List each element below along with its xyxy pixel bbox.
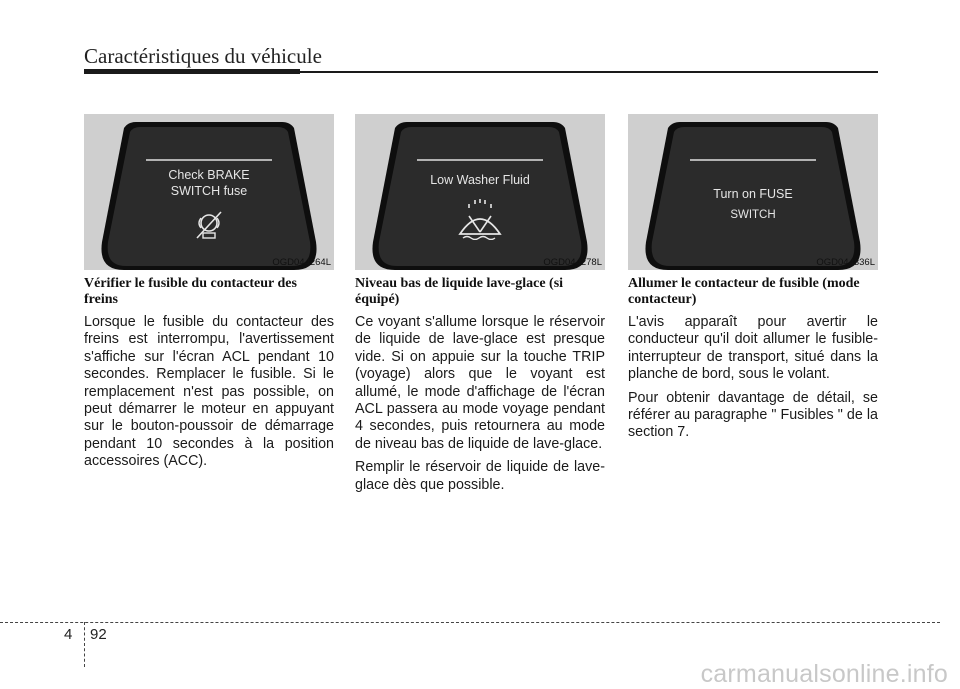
chapter-number: 4 (64, 626, 73, 643)
section-paragraph: L'avis apparaît pour avertir le conducteur qu'il doit allumer le fusible-interrupteur de transport, situé dans la planche de bord, sous le volant. (628, 314, 878, 383)
section-paragraph: Remplir le réservoir de liquide de lave-glace dès que possible. (355, 459, 605, 493)
figure-code: OGD044278L (543, 257, 602, 268)
panel-message-line-1: Low Washer Fluid (430, 173, 530, 187)
lcd-panel-shape (355, 114, 605, 270)
figure-brake-switch-fuse (84, 114, 334, 270)
section-paragraph: Lorsque le fusible du contacteur des freins est interrompu, l'avertissement s'affiche sur l'écran ACL pendant 10 secondes. Remplacer le fusible. Si le remplacement n'est pas possible, on peut démarrer le moteur en appuyant sur le bouton-poussoir de démarrage pendant 10 secondes à la position accessoires (ACC). (84, 314, 334, 470)
panel-message-line-1: Turn on FUSE (713, 187, 793, 201)
figure-fuse-switch (628, 114, 878, 270)
washer-fluid-icon (455, 196, 505, 240)
watermark: carmanualsonline.info (700, 660, 948, 688)
footer-divider (84, 622, 85, 667)
figure-low-washer-fluid (355, 114, 605, 270)
section-title: Vérifier le fusible du contacteur des freins (84, 276, 297, 307)
figure-code: OGD044336L (816, 257, 875, 268)
page-number: 92 (90, 626, 107, 643)
section-brake-switch-fuse (84, 114, 334, 477)
section-fuse-switch (628, 114, 878, 448)
header-rule (84, 71, 878, 73)
section-low-washer-fluid (355, 114, 605, 500)
panel-message-line-1: Check BRAKE (168, 168, 250, 182)
figure-code: OGD044264L (272, 257, 331, 268)
panel-message-line-2: SWITCH (730, 209, 776, 221)
footer-rule (0, 622, 940, 623)
page-header-title: Caractéristiques du véhicule (84, 44, 322, 68)
section-paragraph: Pour obtenir davantage de détail, se référer au paragraphe " Fusibles " de la section 7. (628, 389, 878, 441)
brake-switch-fuse-icon (192, 208, 226, 242)
section-title: Allumer le contacteur de fusible (mode contacteur) (628, 276, 860, 307)
panel-message-line-2: SWITCH fuse (170, 184, 248, 198)
section-title: Niveau bas de liquide lave-glace (si équipé) (355, 276, 564, 307)
section-paragraph: Ce voyant s'allume lorsque le réservoir de liquide de lave-glace est presque vide. Si on appuie sur la touche TRIP (voyage) alors que le voyant est allumé, le mode d'affichage de l'écran ACL passera au mode voyage pendant 4 secondes, puis retournera au mode de niveau bas de liquide de lave-glace. (355, 314, 605, 452)
